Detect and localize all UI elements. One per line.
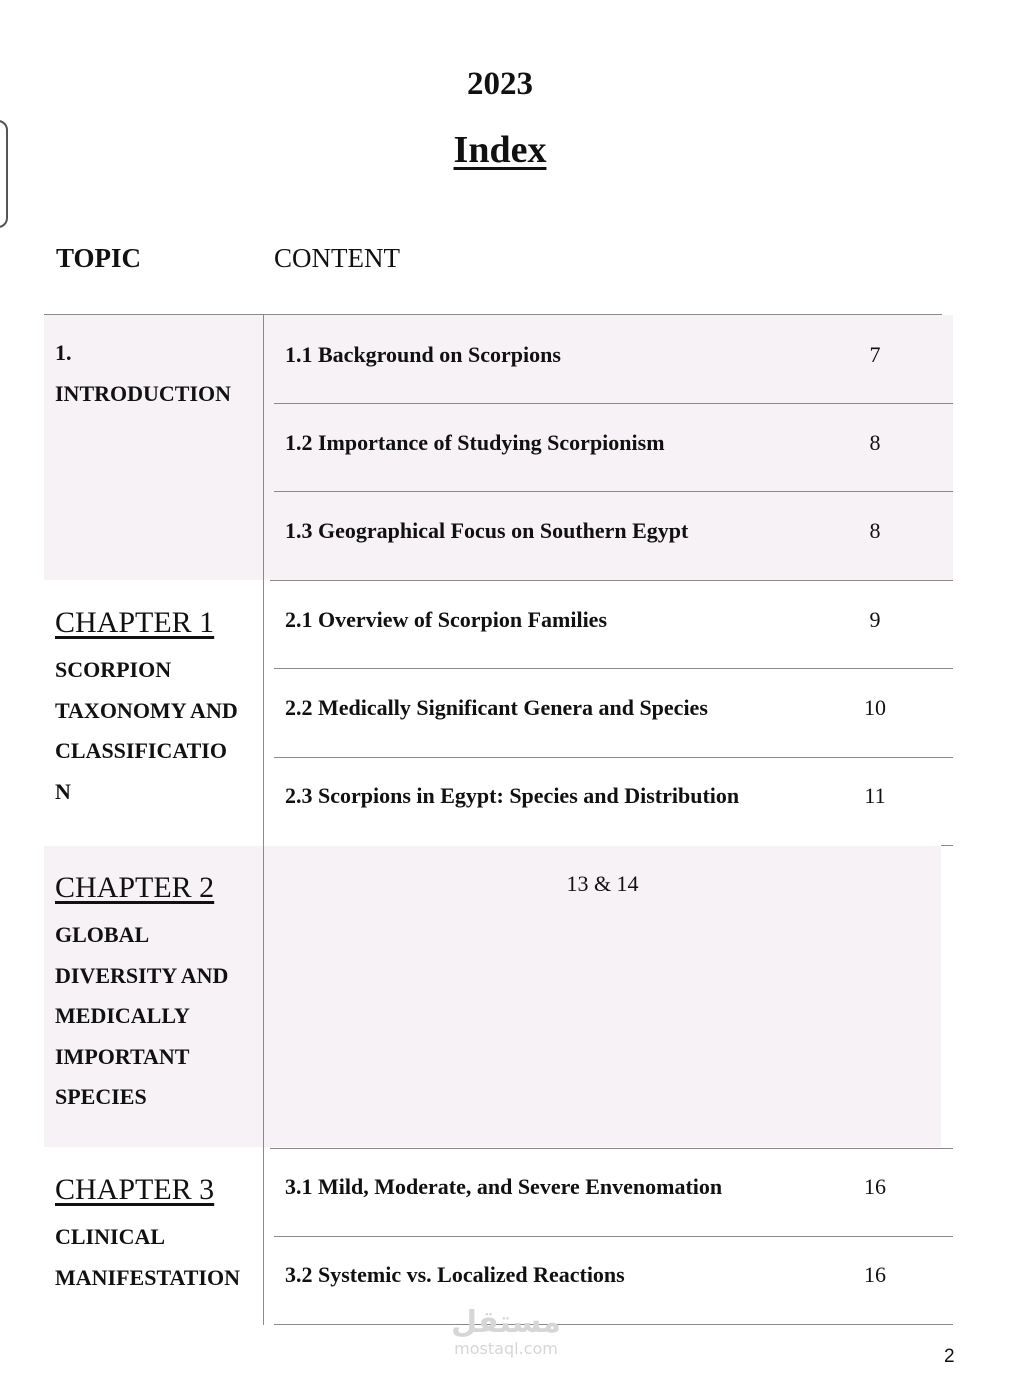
- row-divider: [274, 668, 953, 669]
- topic-line: CLASSIFICATIO: [55, 738, 227, 763]
- page-number: 2: [944, 1346, 955, 1367]
- chapter-heading: CHAPTER 2: [55, 871, 215, 904]
- chapter-heading: CHAPTER 1: [55, 606, 215, 639]
- header-content: CONTENT: [274, 243, 400, 273]
- toc-page-number: 11: [864, 783, 886, 808]
- header-topic: TOPIC: [56, 243, 142, 273]
- row-divider: [941, 845, 953, 846]
- row-divider: [270, 1148, 953, 1149]
- toc-page-number: 7: [869, 342, 881, 367]
- topic-line: MANIFESTATION: [55, 1264, 240, 1290]
- topic-line: MEDICALLY: [55, 1003, 190, 1028]
- toc-page-number: 8: [869, 518, 881, 543]
- row-divider: [274, 757, 953, 758]
- toc-entry[interactable]: 2.2 Medically Significant Genera and Species: [285, 695, 708, 720]
- row-divider: [270, 580, 953, 581]
- topic-line: 1.: [55, 340, 72, 365]
- topic-chapter-2: [55, 871, 260, 1118]
- chapter-2-pages: 13 & 14: [566, 871, 639, 896]
- topic-line: CLINICAL: [55, 1224, 166, 1249]
- row-divider: [274, 1236, 953, 1237]
- toc-entry[interactable]: 3.2 Systemic vs. Localized Reactions: [285, 1262, 625, 1287]
- toc-page-number: 9: [869, 607, 881, 632]
- toc-page-number: 10: [864, 695, 886, 720]
- toc-entry[interactable]: 2.3 Scorpions in Egypt: Species and Distribution: [285, 783, 740, 808]
- page-title-text: Index: [453, 129, 547, 171]
- topic-line: INTRODUCTION: [55, 380, 232, 406]
- toc-page-number: 8: [869, 430, 881, 455]
- toc-entry[interactable]: 3.1 Mild, Moderate, and Severe Envenomation: [285, 1174, 723, 1199]
- topic-chapter-1: [55, 606, 260, 812]
- topic-line: SCORPION: [55, 657, 172, 682]
- row-divider: [274, 491, 953, 492]
- topic-line: N: [55, 778, 71, 804]
- toc-entry[interactable]: 1.1 Background on Scorpions: [285, 342, 561, 367]
- watermark-arabic: مستقل: [451, 1305, 561, 1340]
- topic-line: DIVERSITY AND: [55, 962, 229, 988]
- document-year: 2023: [467, 66, 533, 102]
- row-divider: [274, 1324, 953, 1325]
- table-top-rule: [44, 314, 942, 315]
- topic-chapter-3: [55, 1173, 260, 1298]
- row-divider: [274, 403, 953, 404]
- topic-line: GLOBAL: [55, 922, 150, 947]
- toc-entry[interactable]: 2.1 Overview of Scorpion Families: [285, 607, 608, 632]
- chapter-heading: CHAPTER 3: [55, 1173, 215, 1206]
- toc-page-number: 16: [864, 1262, 886, 1287]
- topic-introduction: [55, 333, 260, 414]
- page-title: [0, 128, 1000, 172]
- toc-entry[interactable]: 1.3 Geographical Focus on Southern Egypt: [285, 518, 689, 543]
- topic-line: SPECIES: [55, 1084, 147, 1109]
- toc-entry[interactable]: 1.2 Importance of Studying Scorpionism: [285, 430, 665, 455]
- topic-line: IMPORTANT: [55, 1043, 190, 1069]
- watermark: [442, 1306, 570, 1358]
- table-column-divider: [263, 315, 264, 1325]
- topic-line: TAXONOMY AND: [55, 697, 238, 723]
- watermark-latin: mostaql.com: [454, 1339, 558, 1358]
- toc-page-number: 16: [864, 1174, 886, 1199]
